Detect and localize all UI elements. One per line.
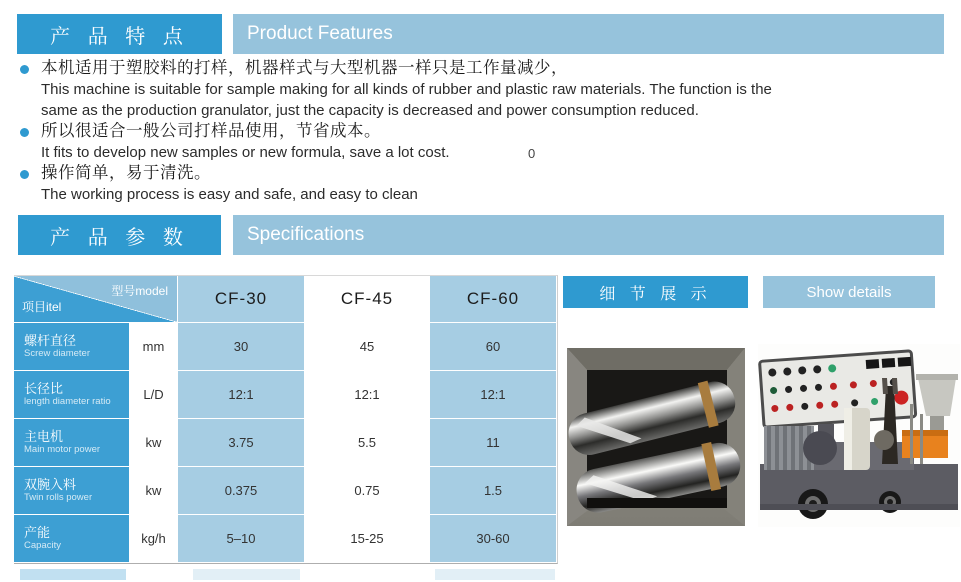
feature-zh-text: 本机适用于塑胶料的打样，机器样式与大型机器一样只是工作量减少， <box>41 59 568 77</box>
details-title-en: Show details <box>763 276 935 308</box>
cell-value: 5–10 <box>178 515 305 563</box>
ghost-bar <box>435 569 555 580</box>
feature-zh-text: 操作简单，易于清洗。 <box>41 164 211 182</box>
feature-list <box>17 58 947 205</box>
feature-item <box>17 58 947 121</box>
specs-title-zh: 产 品 参 数 <box>18 215 221 255</box>
feature-en-text: same as the production granulator, just the capacity is decreased and power consumption reduced. <box>41 102 699 119</box>
motor <box>764 426 837 470</box>
cell-value: 12:1 <box>305 371 430 419</box>
spec-table <box>14 275 558 564</box>
row-label: 产能 Capacity <box>14 515 130 563</box>
feature-en-text: It fits to develop new samples or new formula, save a lot cost. <box>41 144 450 161</box>
row-unit: L/D <box>130 371 178 419</box>
feature-item <box>17 163 947 205</box>
specs-title-en: Specifications <box>233 215 944 255</box>
features-title-en: Product Features <box>233 14 944 54</box>
twin-screw-illustration <box>567 348 745 526</box>
cell-value: 5.5 <box>305 419 430 467</box>
feature-en-text: This machine is suitable for sample making for all kinds of rubber and plastic raw materials. The function is the <box>41 81 772 98</box>
row-unit: kw <box>130 419 178 467</box>
row-unit: mm <box>130 323 178 371</box>
photo-twin-screw-closeup <box>567 348 745 526</box>
row-label: 长径比 length diameter ratio <box>14 371 130 419</box>
cell-value: 60 <box>430 323 557 371</box>
feature-zh-text: 所以很适合一般公司打样品使用，节省成本。 <box>41 122 381 140</box>
row-unit: kw <box>130 467 178 515</box>
feature-en-text: The working process is easy and safe, and easy to clean <box>41 186 418 203</box>
stray-zero-text: 0 <box>528 146 536 161</box>
bullet-icon <box>20 128 29 137</box>
cell-value: 3.75 <box>178 419 305 467</box>
cell-value: 11 <box>430 419 557 467</box>
feature-item <box>17 121 947 163</box>
details-title-zh: 细 节 展 示 <box>563 276 748 308</box>
cell-value: 45 <box>305 323 430 371</box>
table-corner-cell <box>14 276 178 323</box>
cell-value: 30 <box>178 323 305 371</box>
features-title-zh: 产 品 特 点 <box>17 14 222 54</box>
model-header: CF-30 <box>178 276 305 323</box>
corner-model-label: 型号model <box>111 284 168 298</box>
extruder-machine-illustration <box>758 344 960 527</box>
cell-value: 30-60 <box>430 515 557 563</box>
row-label: 主电机 Main motor power <box>14 419 130 467</box>
ghost-bar <box>20 569 126 580</box>
cell-value: 12:1 <box>178 371 305 419</box>
cell-value: 15-25 <box>305 515 430 563</box>
model-header: CF-45 <box>305 276 430 323</box>
bullet-icon <box>20 65 29 74</box>
row-label: 螺杆直径 Screw diameter <box>14 323 130 371</box>
ghost-bar <box>193 569 300 580</box>
bullet-icon <box>20 170 29 179</box>
corner-item-label: 项目itel <box>22 300 62 314</box>
photo-machine-overview <box>758 344 960 527</box>
cell-value: 0.375 <box>178 467 305 515</box>
cell-value: 12:1 <box>430 371 557 419</box>
cell-value: 0.75 <box>305 467 430 515</box>
row-label: 双腕入料 Twin rolls power <box>14 467 130 515</box>
row-unit: kg/h <box>130 515 178 563</box>
model-header: CF-60 <box>430 276 557 323</box>
cell-value: 1.5 <box>430 467 557 515</box>
